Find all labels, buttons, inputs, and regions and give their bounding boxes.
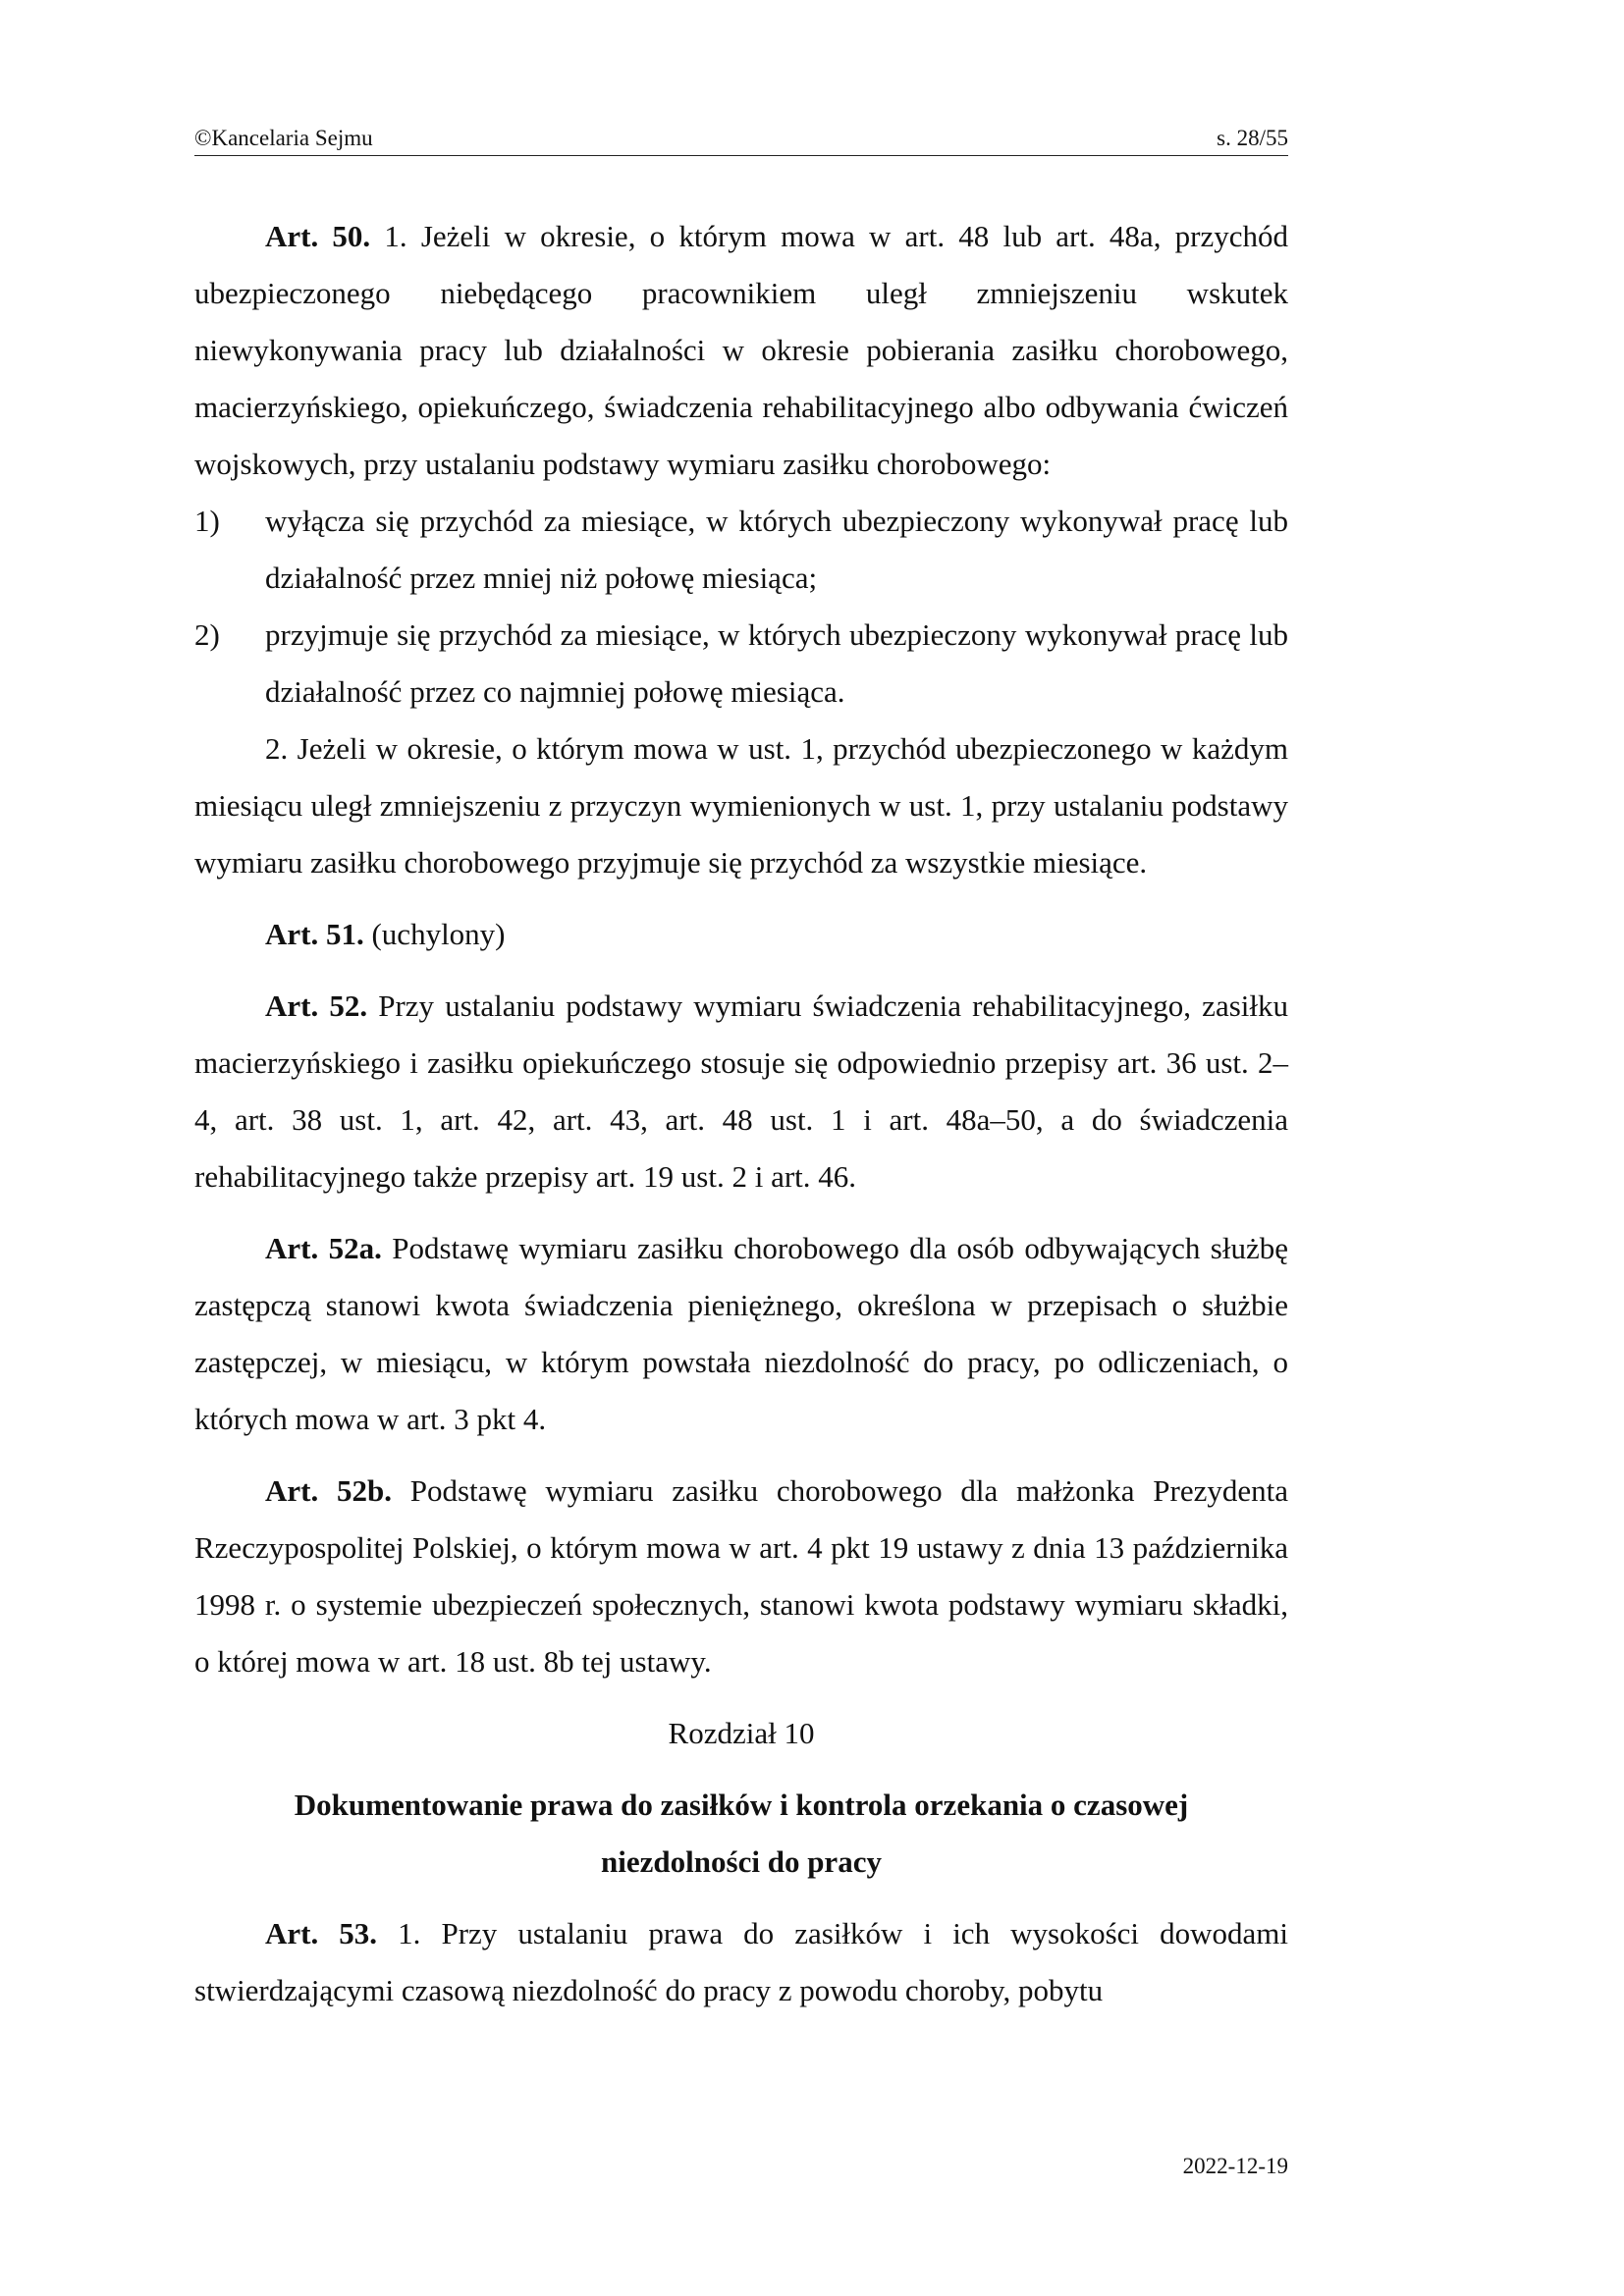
art-50-point-2 — [194, 607, 1288, 721]
art-52b — [194, 1463, 1288, 1690]
art-52 — [194, 978, 1288, 1205]
header-page-number: s. 28/55 — [1217, 126, 1288, 150]
art-52-label: Art. 52. — [265, 988, 368, 1023]
art-53-text: 1. Przy ustalaniu prawa do zasiłków i ich wysokości dowodami stwierdzającymi czasową niezdolność do pracy z powodu choroby, pobytu — [194, 1916, 1288, 2007]
art-52a-text: Podstawę wymiaru zasiłku chorobowego dla osób odbywających służbę zastępczą stanowi kwota świadczenia pieniężnego, określona w przepisach o służbie zastępczej, w miesiącu, w którym powstała niezdolność do pracy, po odliczeniach, o których mowa w art. 3 pkt 4. — [194, 1231, 1288, 1436]
art-53 — [194, 1905, 1288, 2019]
art-50-par-1 — [194, 208, 1288, 493]
art-52a-label: Art. 52a. — [265, 1231, 382, 1265]
art-50-point-1 — [194, 493, 1288, 607]
point-text: przyjmuje się przychód za miesiące, w których ubezpieczony wykonywał pracę lub działalność przez co najmniej połowę miesiąca. — [265, 617, 1288, 709]
art-53-label: Art. 53. — [265, 1916, 378, 1950]
document-page — [194, 0, 1288, 2296]
point-number: 1) — [194, 504, 220, 538]
point-number: 2) — [194, 617, 220, 652]
art-52-text: Przy ustalaniu podstawy wymiaru świadczenia rehabilitacyjnego, zasiłku macierzyńskiego i zasiłku opiekuńczego stosuje się odpowiednio przepisy art. 36 ust. 2–4, art. 38 ust. 1, art. 42, art. 43, art. 48 ust. 1 i art. 48a–50, a do świadczenia rehabilitacyjnego także przepisy art. 19 ust. 2 i art. 46. — [194, 988, 1288, 1194]
art-51 — [194, 906, 1288, 963]
header-publisher: ©Kancelaria Sejmu — [194, 126, 373, 150]
art-50-label: Art. 50. — [265, 219, 371, 253]
chapter-number: Rozdział 10 — [668, 1716, 815, 1750]
art-50-par-2: 2. Jeżeli w okresie, o którym mowa w ust. 1, przychód ubezpieczonego w każdym miesiącu uległ zmniejszeniu z przyczyn wymienionych w ust. 1, przy ustalaniu podstawy wymiaru zasiłku chorobowego przyjmuje się przychód za wszystkie miesiące. — [194, 731, 1288, 880]
art-51-label: Art. 51. — [265, 917, 364, 951]
document-body — [194, 208, 1288, 2019]
art-50-par-1-text: 1. Jeżeli w okresie, o którym mowa w art. 48 lub art. 48a, przychód ubezpieczonego niebędącego pracownikiem uległ zmniejszeniu wskutek niewykonywania pracy lub działalności w okresie pobierania zasiłku chorobowego, macierzyńskiego, opiekuńczego, świadczenia rehabilitacyjnego albo odbywania ćwiczeń wojskowych, przy ustalaniu podstawy wymiaru zasiłku chorobowego: — [194, 219, 1288, 481]
point-text: wyłącza się przychód za miesiące, w których ubezpieczony wykonywał pracę lub działalność przez mniej niż połowę miesiąca; — [265, 504, 1288, 595]
art-51-text: (uchylony) — [363, 917, 506, 951]
art-52b-label: Art. 52b. — [265, 1473, 392, 1508]
art-52a — [194, 1220, 1288, 1448]
art-52b-text: Podstawę wymiaru zasiłku chorobowego dla małżonka Prezydenta Rzeczypospolitej Polskiej, o którym mowa w art. 4 pkt 19 ustawy z dnia 13 października 1998 r. o systemie ubezpieczeń społecznych, stanowi kwota podstawy wymiaru składki, o której mowa w art. 18 ust. 8b tej ustawy. — [194, 1473, 1288, 1679]
page-header — [194, 126, 1288, 156]
footer-date: 2022-12-19 — [1182, 2154, 1288, 2178]
chapter-title: Dokumentowanie prawa do zasiłków i kontrola orzekania o czasowej niezdolności do pracy — [294, 1788, 1189, 1879]
